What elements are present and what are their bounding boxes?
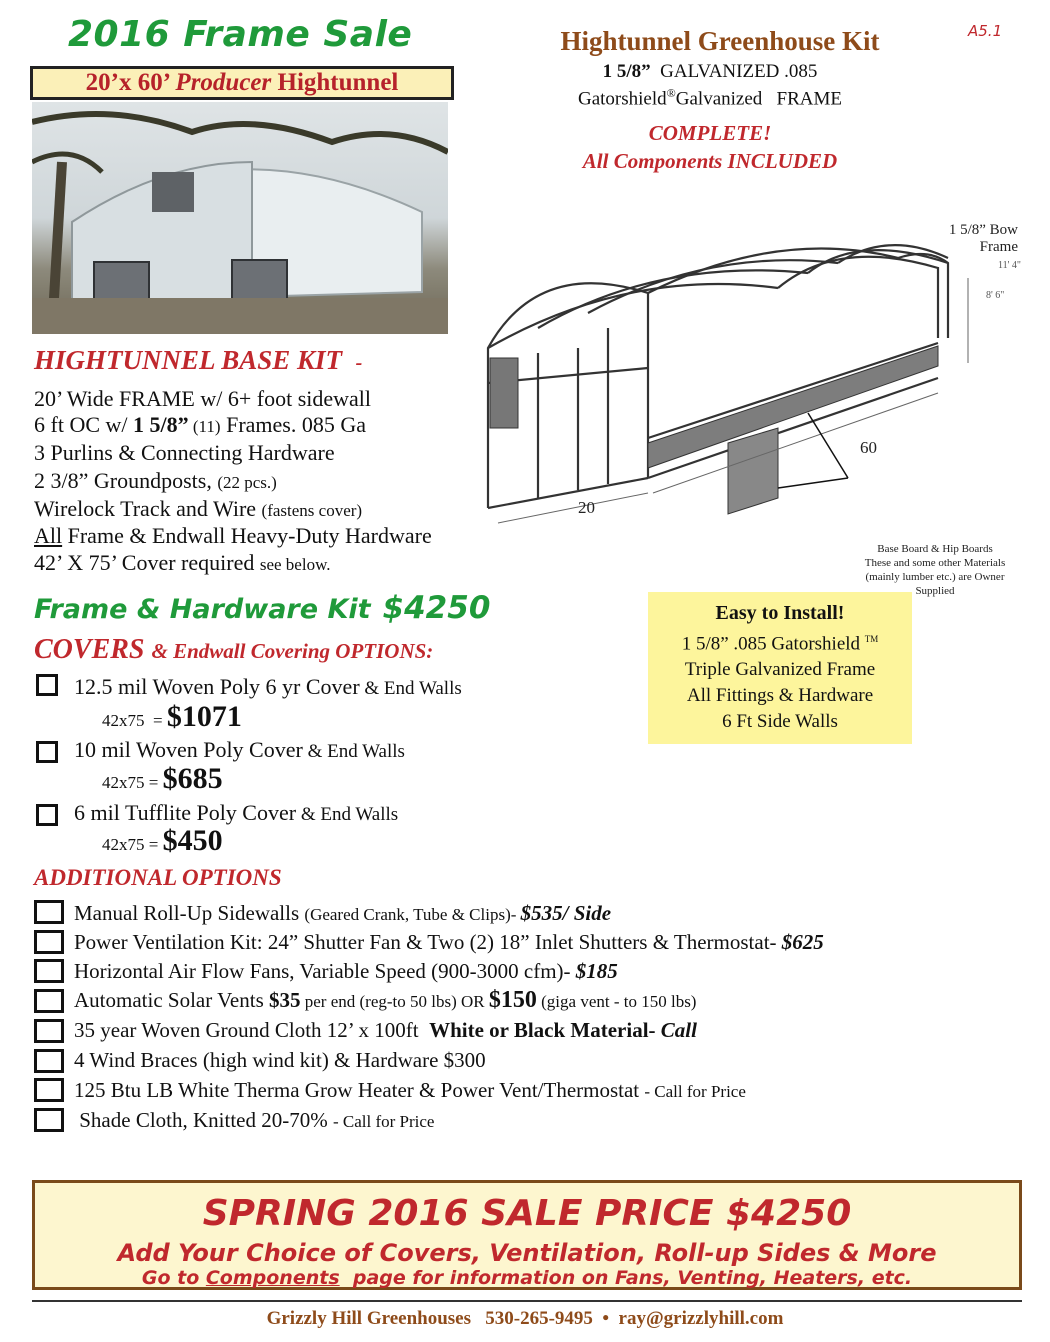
frame-diagram xyxy=(478,218,1038,618)
base-kit-item xyxy=(34,468,277,494)
base-kit-title-text: HIGHTUNNEL BASE KIT xyxy=(34,345,343,375)
width-dimension: 20 xyxy=(578,498,595,517)
cover-price: $450 xyxy=(162,824,223,857)
sale-subline-1: Add Your Choice of Covers, Ventilation, Roll-up Sides & More xyxy=(117,1239,937,1267)
base-kit-title xyxy=(34,345,362,376)
note-line-2: These and some other Materials xyxy=(864,557,1006,569)
option-price: $625 xyxy=(781,930,824,954)
length-dimension: 60 xyxy=(860,438,877,457)
spec-frame: Galvanized FRAME xyxy=(675,88,842,110)
footer-divider xyxy=(32,1300,1022,1302)
easy-install-title: Easy to Install! xyxy=(715,602,845,624)
base-kit-item-note: see below. xyxy=(259,555,331,574)
sale-subline-prefix: Go to xyxy=(141,1267,206,1289)
base-kit-item-note: (11) xyxy=(188,417,221,436)
option-checkbox[interactable] xyxy=(34,900,64,924)
option-note: (giga vent - to 150 lbs) xyxy=(536,992,697,1011)
producer-size: 20’x 60’ xyxy=(85,69,170,96)
base-kit-item-text: Frames. 085 Ga xyxy=(220,412,366,437)
option-checkbox[interactable] xyxy=(34,1019,64,1043)
option-item xyxy=(74,1018,697,1043)
note-line-3: (mainly lumber etc.) are Owner xyxy=(865,571,1005,583)
option-note: per end (reg-to 50 lbs) OR xyxy=(300,992,489,1011)
height-dim-1: 11' 4" xyxy=(998,260,1022,271)
option-checkbox[interactable] xyxy=(34,1078,64,1102)
cover-name: 10 mil Woven Poly Cover xyxy=(74,737,303,762)
base-kit-dash: - xyxy=(355,352,363,374)
cover-option xyxy=(74,737,405,763)
sale-headline: SPRING 2016 SALE PRICE $4250 xyxy=(202,1193,852,1234)
option-item xyxy=(74,987,696,1014)
note-line-1: Base Board & Hip Boards xyxy=(877,543,993,555)
option-note: (Geared Crank, Tube & Clips)- xyxy=(304,905,521,924)
option-text: 125 Btu LB White Therma Grow Heater & Power Vent/Thermostat xyxy=(74,1078,645,1102)
frame-kit-price: $4250 xyxy=(382,590,491,626)
sale-banner xyxy=(32,1180,1022,1290)
cover-price-line xyxy=(102,762,223,796)
cover-option-checkbox[interactable] xyxy=(36,741,58,763)
bow-frame-label xyxy=(918,222,1018,256)
option-item xyxy=(74,1078,746,1103)
base-kit-item-text: Frame & Endwall Heavy-Duty Hardware xyxy=(62,523,432,548)
option-item xyxy=(74,959,618,984)
cover-name: 12.5 mil Woven Poly 6 yr Cover xyxy=(74,674,360,699)
option-price: $185 xyxy=(575,959,618,983)
option-item: 4 Wind Braces (high wind kit) & Hardware $300 xyxy=(74,1048,486,1072)
note-line-4: Supplied xyxy=(915,585,955,597)
option-price: $35 xyxy=(269,988,301,1012)
covers-title-text: COVERS xyxy=(34,634,145,665)
frame-kit-label: Frame & Hardware Kit xyxy=(34,594,371,625)
easy-install-line-4: 6 Ft Side Walls xyxy=(722,711,838,733)
spec-line-1 xyxy=(490,61,930,83)
easy-install-box xyxy=(648,592,912,744)
kit-title: Hightunnel Greenhouse Kit xyxy=(560,26,880,56)
base-kit-item xyxy=(34,523,432,549)
option-item xyxy=(74,901,611,926)
sale-title: 2016 Frame Sale xyxy=(68,14,413,55)
bow-label-line-2: Frame xyxy=(979,239,1018,255)
cover-size: 42x75 = xyxy=(102,773,163,792)
covers-subtitle: & Endwall Covering OPTIONS: xyxy=(151,639,434,663)
base-kit-item-note: (22 pcs.) xyxy=(217,473,277,492)
option-checkbox[interactable] xyxy=(34,989,64,1013)
cover-price: $1071 xyxy=(166,700,242,733)
option-price: $535/ Side xyxy=(520,901,612,925)
base-kit-item xyxy=(34,550,331,576)
option-text: Manual Roll-Up Sidewalls xyxy=(74,901,305,925)
easy-install-line-3: All Fittings & Hardware xyxy=(686,685,874,707)
cover-price: $685 xyxy=(162,762,223,795)
option-text: 35 year Woven Ground Cloth 12’ x 100ft xyxy=(74,1018,430,1042)
option-text: Horizontal Air Flow Fans, Variable Speed (900-3000 cfm)- xyxy=(74,959,576,983)
base-kit-item: 3 Purlins & Connecting Hardware xyxy=(34,440,335,465)
base-kit-item xyxy=(34,496,362,522)
base-kit-item-text: 2 3/8” Groundposts, xyxy=(34,468,218,493)
height-dim-2: 8' 6" xyxy=(986,290,1005,301)
option-checkbox[interactable] xyxy=(34,930,64,954)
complete-label: COMPLETE! xyxy=(648,121,772,145)
option-note: - Call for Price xyxy=(332,1112,435,1131)
producer-suffix: Hightunnel xyxy=(277,69,399,96)
cover-suffix: & End Walls xyxy=(296,804,399,825)
cover-suffix: & End Walls xyxy=(359,678,462,699)
easy-install-line xyxy=(648,626,912,657)
option-text: Automatic Solar Vents xyxy=(74,988,270,1012)
frame-hardware-kit xyxy=(34,590,490,626)
option-price: $150 xyxy=(488,987,537,1013)
cover-price-line xyxy=(102,700,242,734)
spec-size: 1 5/8” xyxy=(602,61,651,82)
components-link[interactable]: Components xyxy=(205,1267,340,1289)
base-kit-item-text: 6 ft OC w/ xyxy=(34,412,133,437)
owner-supplied-note xyxy=(840,542,1030,598)
greenhouse-photo-illustration xyxy=(32,102,448,334)
spec-line-2 xyxy=(490,86,930,110)
cover-option-checkbox[interactable] xyxy=(36,804,58,826)
additional-options-title: ADDITIONAL OPTIONS xyxy=(34,865,282,890)
easy-install-line-2: Triple Galvanized Frame xyxy=(684,659,876,681)
cover-option xyxy=(74,800,398,826)
base-kit-item-underline: All xyxy=(34,523,63,548)
cover-size: 42x75 = xyxy=(102,711,167,730)
base-kit-item-note: (fastens cover) xyxy=(261,501,363,520)
cover-option xyxy=(74,674,462,700)
registered-mark: ® xyxy=(666,86,676,100)
spec-gatorshield: Gatorshield xyxy=(577,88,667,110)
page-version: A5.1 xyxy=(968,22,1003,40)
option-text: Power Ventilation Kit: 24” Shutter Fan & Two (2) 18” Inlet Shutters & Thermostat- xyxy=(74,930,782,954)
cover-option-checkbox[interactable] xyxy=(36,674,58,696)
trademark-mark: TM xyxy=(864,634,879,644)
components-included-label: All Components INCLUDED xyxy=(582,149,838,173)
bow-label-line-1: 1 5/8” Bow xyxy=(948,222,1018,238)
footer-contact: Grizzly Hill Greenhouses 530-265-9495 • ray@grizzlyhill.com xyxy=(266,1308,784,1329)
base-kit-item: 20’ Wide FRAME w/ 6+ foot sidewall xyxy=(34,386,372,411)
base-kit-item-bold: 1 5/8” xyxy=(133,412,189,437)
easy-install-line-1: 1 5/8” .085 Gatorshield xyxy=(681,633,861,655)
base-kit-item-text: 42’ X 75’ Cover required xyxy=(34,550,260,575)
option-checkbox[interactable] xyxy=(34,1049,64,1073)
base-kit-item xyxy=(34,412,366,438)
cover-suffix: & End Walls xyxy=(302,741,405,762)
greenhouse-photo xyxy=(32,102,448,334)
producer-hightunnel-banner xyxy=(30,66,454,100)
covers-title xyxy=(34,634,433,666)
base-kit-item-text: Wirelock Track and Wire xyxy=(34,496,262,521)
option-item xyxy=(74,930,824,955)
producer-word: Producer xyxy=(175,69,272,96)
option-note: - Call for Price xyxy=(644,1082,746,1101)
sale-subline-suffix: page for information on Fans, Venting, Heaters, etc. xyxy=(339,1267,913,1289)
cover-price-line xyxy=(102,824,223,858)
spec-galvanized: GALVANIZED .085 xyxy=(660,61,818,82)
cover-size: 42x75 = xyxy=(102,835,163,854)
option-bold-text: White or Black Material- xyxy=(429,1018,661,1042)
option-checkbox[interactable] xyxy=(34,1108,64,1132)
sale-subline-2 xyxy=(35,1267,1019,1289)
cover-name: 6 mil Tufflite Poly Cover xyxy=(74,800,297,825)
option-item xyxy=(74,1108,434,1133)
option-checkbox[interactable] xyxy=(34,959,64,983)
option-price: Call xyxy=(660,1018,697,1042)
option-text: Shade Cloth, Knitted 20-70% xyxy=(74,1108,333,1132)
